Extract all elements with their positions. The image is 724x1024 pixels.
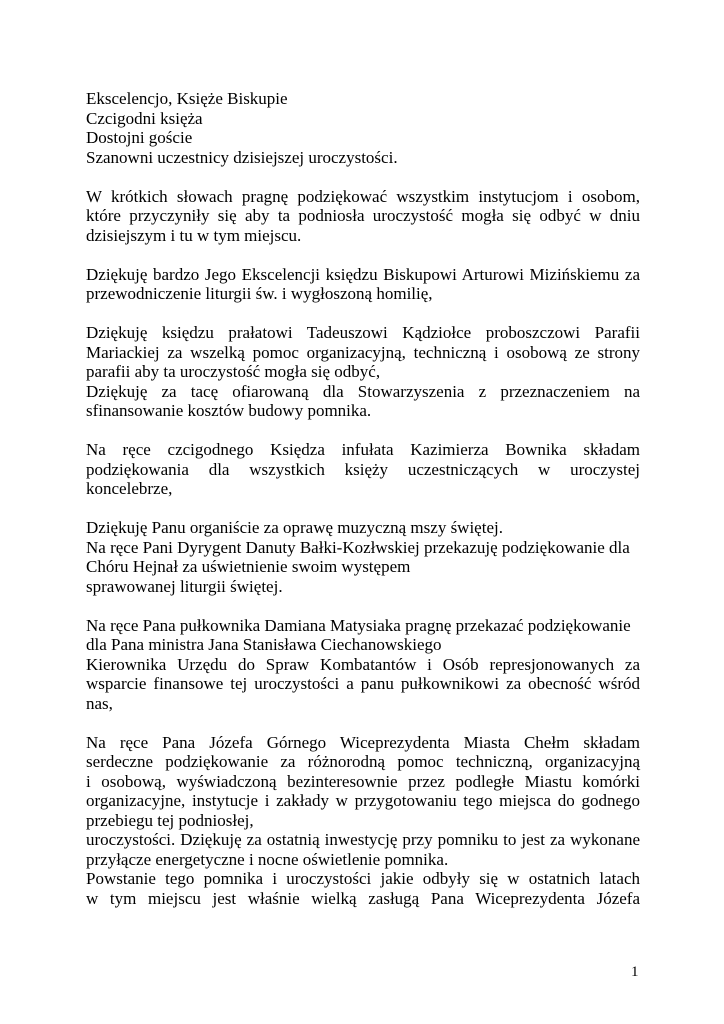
paragraph-gap [86, 245, 640, 265]
paragraph-line: i osobową, wyświadczoną bezinteresownie przez podległe Miastu komórki [86, 771, 640, 791]
salutation-line: Czcigodni księża [86, 108, 203, 128]
salutation [86, 89, 640, 167]
paragraph-line: wsparcie finansowe tej uroczystości a panu pułkownikowi za obecność wśród [86, 674, 640, 693]
paragraph-gap [86, 596, 640, 616]
paragraph-line: dla Pana ministra Jana Stanisława Ciechanowskiego [86, 635, 442, 654]
paragraph-gap [86, 499, 640, 519]
paragraph-line: Chóru Hejnał za uświetnienie swoim występem [86, 557, 411, 576]
paragraph-line: Dziękuję bardzo Jego Ekscelencji księdzu Biskupowi Arturowi Mizińskiemu za [86, 264, 640, 284]
paragraph-line: organizacyjne, instytucje i zakłady w przygotowaniu tego miejsca do godnego [86, 791, 640, 810]
paragraph-thanks-clergy [86, 440, 640, 499]
paragraph-line: uroczystości. Dziękuję za ostatnią inwestycję przy pomniku to jest za wykonane [86, 830, 640, 849]
paragraph-line: Na ręce Pana pułkownika Damiana Matysiaka pragnę przekazać podziękowanie [86, 615, 631, 635]
paragraph-gap [86, 167, 640, 187]
paragraph-gap [86, 421, 640, 441]
paragraph-line: przebiegu tej podniosłej, [86, 810, 254, 830]
paragraph-line: Na ręce czcigodnego Księdza infułata Kazimierza Bownika składam [86, 440, 640, 459]
paragraph-line: Mariackiej za wszelką pomoc organizacyjną, techniczną i osobową ze strony [86, 342, 640, 362]
paragraph-line: w tym miejscu jest właśnie wielką zasługą Pana Wiceprezydenta Józefa [86, 888, 640, 908]
paragraph-line: Na ręce Pani Dyrygent Danuty Bałki-Kozłwskiej przekazuję podziękowanie dla [86, 537, 630, 557]
paragraph-gap [86, 713, 640, 733]
paragraph-line: sfinansowanie kosztów budowy pomnika. [86, 401, 372, 420]
paragraph-line: Dziękuję Panu organiście za oprawę muzyczną mszy świętej. [86, 518, 503, 537]
paragraph-line: które przyczyniły się aby ta podniosła uroczystość mogła się odbyć w dniu [86, 206, 640, 225]
page-number: 1 [631, 964, 639, 980]
paragraph-thanks-institutions [86, 187, 640, 246]
paragraph-line: Na ręce Pana Józefa Górnego Wiceprezydenta Miasta Chełm składam [86, 732, 640, 752]
paragraph-thanks-parish [86, 323, 640, 421]
paragraph-line: przewodniczenie liturgii św. i wygłoszoną homilię, [86, 284, 433, 303]
paragraph-thanks-minister [86, 616, 640, 714]
paragraph-line: sprawowanej liturgii świętej. [86, 576, 283, 596]
paragraph-line: Powstanie tego pomnika i uroczystości jakie odbyły się w ostatnich latach [86, 869, 640, 888]
salutation-line: Ekscelencjo, Księże Biskupie [86, 89, 288, 108]
paragraph-line: dzisiejszym i tu w tym miejscu. [86, 225, 302, 245]
paragraph-thanks-city [86, 733, 640, 909]
salutation-line: Szanowni uczestnicy dzisiejszej uroczystości. [86, 147, 398, 167]
letter-body [86, 89, 640, 908]
paragraph-line: W krótkich słowach pragnę podziękować wszystkim instytucjom i osobom, [86, 186, 640, 206]
paragraph-thanks-music [86, 518, 640, 596]
paragraph-line: podziękowania dla wszystkich księży uczestniczących w uroczystej [86, 459, 640, 479]
paragraph-thanks-bishop [86, 265, 640, 304]
paragraph-line: Dziękuję za tacę ofiarowaną dla Stowarzyszenia z przeznaczeniem na [86, 381, 640, 401]
paragraph-gap [86, 304, 640, 324]
paragraph-line: parafii aby ta uroczystość mogła się odbyć, [86, 362, 381, 381]
paragraph-line: koncelebrze, [86, 479, 173, 498]
paragraph-line: nas, [86, 693, 113, 713]
paragraph-line: serdeczne podziękowanie za różnorodną pomoc techniczną, organizacyjną [86, 752, 640, 771]
paragraph-line: Dziękuję księdzu prałatowi Tadeuszowi Kądziołce proboszczowi Parafii [86, 323, 640, 342]
salutation-line: Dostojni goście [86, 128, 193, 147]
paragraph-line: Kierownika Urzędu do Spraw Kombatantów i Osób represjonowanych za [86, 654, 640, 674]
paragraph-line: przyłącze energetyczne i nocne oświetlenie pomnika. [86, 849, 449, 869]
